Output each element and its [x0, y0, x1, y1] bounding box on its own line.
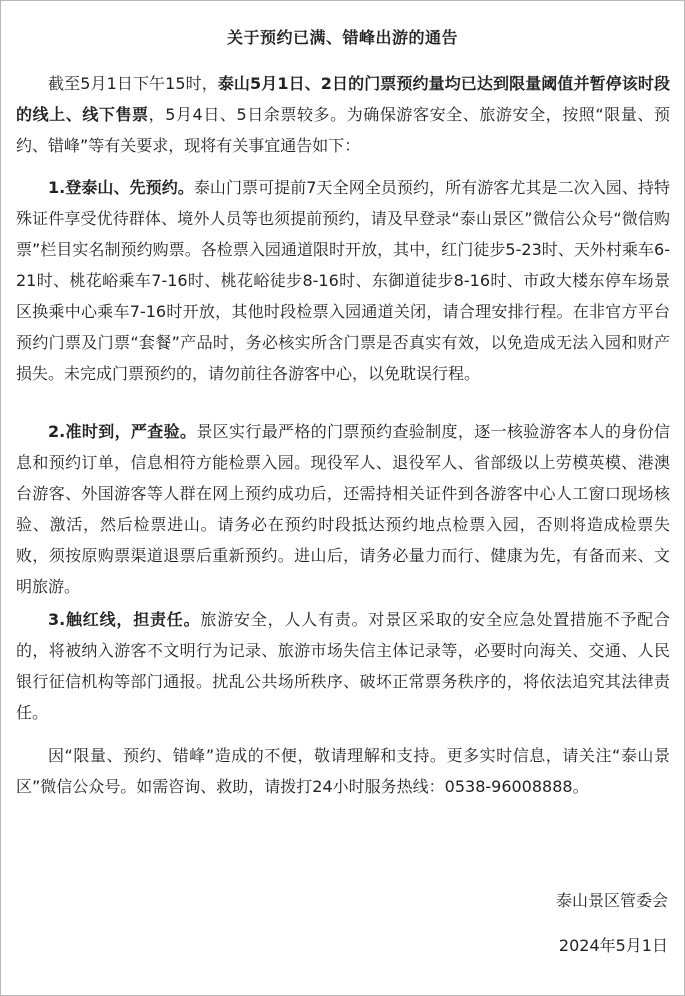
- signature-date: 2024年5月1日: [558, 936, 668, 955]
- section-3-paragraph: [16, 604, 670, 728]
- closing-paragraph: 因“限量、预约、错峰”造成的不便，敬请理解和支持。更多实时信息，请关注“泰山景区”微信公众号。如需咨询、救助，请拨打24小时服务热线：0538-96008888。: [16, 746, 670, 796]
- intro-paragraph: [16, 68, 670, 161]
- section-1-heading: 1.登泰山、先预约。: [48, 178, 194, 197]
- signature-organization: 泰山景区管委会: [555, 891, 668, 910]
- section-1-body: 泰山门票可提前7天全网全员预约，所有游客尤其是二次入园、持特殊证件享受优待群体、境外人员等也须提前预约，请及早登录“泰山景区”微信公众号“微信购票”栏目实名制预约购票。各检票入园通道限时开放，其中，红门徒步5-23时、天外村乘车6-21时、桃花峪乘车7-16时、桃花峪徒步8-16时、东御道徒步8-16时、市政大楼东停车场景区换乘中心乘车7-16时开放，其他时段检票入园通道关闭，请合理安排行程。在非官方平台预约门票及门票“套餐”产品时，务必核实所含门票是否真实有效，以免造成无法入园和财产损失。未完成门票预约的，请勿前往各游客中心，以免耽误行程。: [16, 178, 670, 383]
- notice-title: 关于预约已满、错峰出游的通告: [226, 28, 458, 47]
- section-2-heading: 2.准时到，严查验。: [48, 422, 197, 441]
- intro-highlight: 泰山5月1日、2日的门票预约量均已达到限量阈值并暂停该时段的线上、线下售票: [16, 74, 670, 124]
- intro-rest: ，5月4日、5日余票较多。为确保游客安全、旅游安全，按照“限量、预约、错峰”等有关要求，现将有关事宜通告如下：: [16, 105, 670, 155]
- section-2-body: 景区实行最严格的门票预约查验制度，逐一核验游客本人的身份信息和预约订单，信息相符方能检票入园。现役军人、退役军人、省部级以上劳模英模、港澳台游客、外国游客等人群在网上预约成功后，还需持相关证件到各游客中心人工窗口现场核验、激活，然后检票进山。请务必在预约时段抵达预约地点检票入园，否则将造成检票失败，须按原购票渠道退票后重新预约。进山后，请务必量力而行、健康为先，有备而来、文明旅游。: [16, 422, 670, 596]
- section-3-body: 旅游安全，人人有责。对景区采取的安全应急处置措施不予配合的，将被纳入游客不文明行为记录、旅游市场失信主体记录等，必要时向海关、交通、人民银行征信机构等部门通报。扰乱公共场所秩序、破坏正常票务秩序的，将依法追究其法律责任。: [16, 610, 670, 722]
- section-2-paragraph: [16, 416, 670, 602]
- intro-lead: 截至5月1日下午15时，: [48, 74, 218, 93]
- section-3-heading: 3.触红线，担责任。: [48, 610, 201, 629]
- section-1-paragraph: [16, 172, 670, 389]
